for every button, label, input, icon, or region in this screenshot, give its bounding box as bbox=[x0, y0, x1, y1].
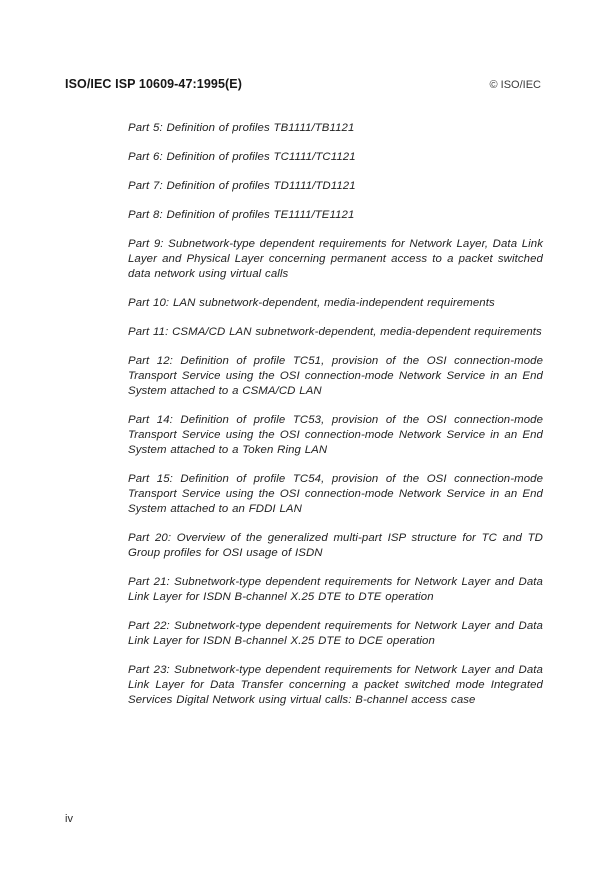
part-paragraph: Part 6: Definition of profiles TC1111/TC1121 bbox=[128, 151, 356, 163]
document-number: ISO/IEC ISP 10609-47:1995(E) bbox=[65, 77, 242, 91]
part-paragraph: Part 5: Definition of profiles TB1111/TB1121 bbox=[128, 122, 355, 134]
part-paragraph: Part 9: Subnetwork-type dependent requirements for Network Layer, Data Link Layer and Physical Layer concerning permanent access to a packet switched data network using virtual calls bbox=[128, 238, 543, 280]
part-paragraph: Part 22: Subnetwork-type dependent requirements for Network Layer and Data Link Layer for ISDN B-channel X.25 DTE to DCE operation bbox=[128, 620, 543, 647]
page-header bbox=[65, 77, 541, 91]
parts-list bbox=[128, 121, 543, 722]
copyright-notice: © ISO/IEC bbox=[489, 79, 541, 91]
part-paragraph: Part 15: Definition of profile TC54, provision of the OSI connection-mode Transport Service using the OSI connection-mode Network Service in an End System attached to an FDDI LAN bbox=[128, 473, 543, 515]
part-paragraph: Part 20: Overview of the generalized multi-part ISP structure for TC and TD Group profiles for OSI usage of ISDN bbox=[128, 532, 543, 559]
part-paragraph: Part 12: Definition of profile TC51, provision of the OSI connection-mode Transport Service using the OSI connection-mode Network Service in an End System attached to a CSMA/CD LAN bbox=[128, 355, 543, 397]
part-paragraph: Part 7: Definition of profiles TD1111/TD1121 bbox=[128, 180, 356, 192]
part-paragraph: Part 21: Subnetwork-type dependent requirements for Network Layer and Data Link Layer for ISDN B-channel X.25 DTE to DTE operation bbox=[128, 576, 543, 603]
page-number: iv bbox=[65, 813, 73, 825]
part-paragraph: Part 11: CSMA/CD LAN subnetwork-dependent, media-dependent requirements bbox=[128, 326, 542, 338]
part-paragraph: Part 14: Definition of profile TC53, provision of the OSI connection-mode Transport Service using the OSI connection-mode Network Service in an End System attached to a Token Ring LAN bbox=[128, 414, 543, 456]
part-paragraph: Part 10: LAN subnetwork-dependent, media-independent requirements bbox=[128, 297, 495, 309]
part-paragraph: Part 8: Definition of profiles TE1111/TE1121 bbox=[128, 209, 355, 221]
part-paragraph: Part 23: Subnetwork-type dependent requirements for Network Layer and Data Link Layer for Data Transfer concerning a packet switched mode Integrated Services Digital Network using virtual calls: B-channel access case bbox=[128, 664, 543, 706]
